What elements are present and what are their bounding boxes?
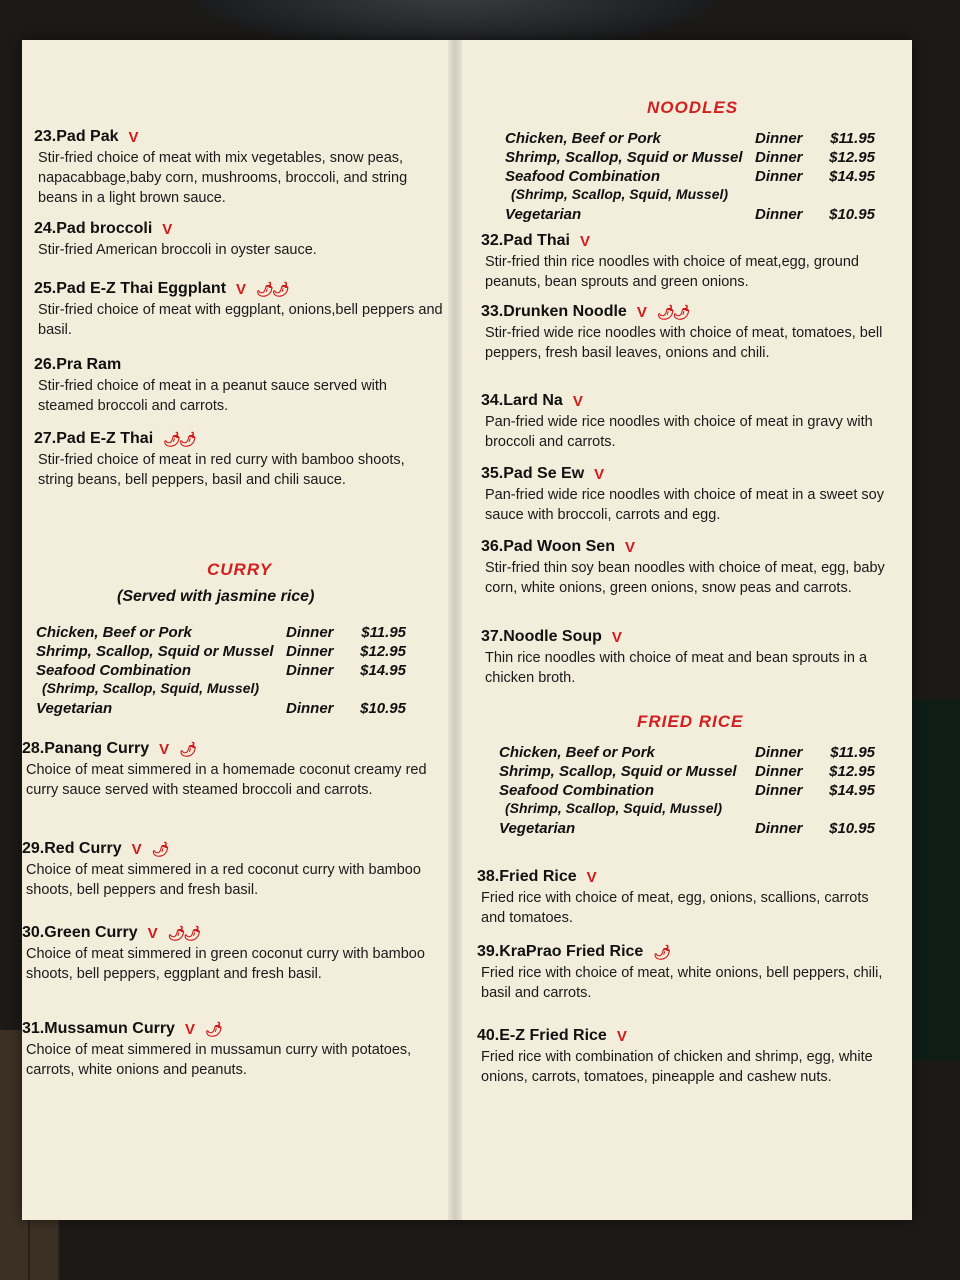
price-meal: Dinner — [755, 782, 803, 799]
item-number: 32. — [481, 232, 504, 249]
price-option: Chicken, Beef or Pork — [499, 744, 655, 761]
item-header — [34, 128, 444, 146]
item-header — [477, 1027, 892, 1045]
price-row — [36, 661, 406, 680]
price-value: $11.95 — [830, 744, 875, 761]
price-value: $12.95 — [829, 763, 875, 780]
price-option: Seafood Combination — [36, 662, 191, 679]
price-meal: Dinner — [755, 168, 803, 185]
item-description: Choice of meat simmered in a homemade coconut creamy red curry sauce served with steamed broccoli and carrots. — [26, 762, 427, 798]
item-name: Pad Woon Sen — [503, 538, 615, 555]
item-header — [34, 430, 444, 448]
chili-icon: 🌶 — [179, 740, 195, 757]
chili-icon: 🌶 — [151, 840, 168, 857]
price-value: $14.95 — [829, 782, 875, 799]
item-description: Choice of meat simmered in mussamun curry with potatoes, carrots, white onions and peanuts. — [26, 1042, 412, 1078]
vegetarian-icon: V — [236, 280, 247, 298]
curry-subtitle: (Served with jasmine rice) — [117, 588, 315, 605]
item-header — [481, 392, 891, 410]
item-name: Pad E-Z Thai — [56, 430, 154, 447]
item-title — [481, 465, 584, 483]
price-meal: Dinner — [286, 643, 334, 660]
item-description: Stir-fried choice of meat in a peanut sauce served with steamed broccoli and carrots. — [38, 378, 387, 414]
section-title-noodles: NOODLES — [647, 98, 739, 117]
price-row — [36, 699, 406, 718]
item-header — [22, 740, 442, 758]
item-header — [481, 628, 891, 646]
price-value: $14.95 — [360, 662, 406, 679]
item-name: Mussamun Curry — [44, 1020, 175, 1037]
menu-item — [22, 740, 442, 800]
item-title — [477, 868, 577, 886]
vegetarian-icon: V — [594, 465, 605, 483]
item-number: 27. — [34, 430, 57, 447]
item-number: 24. — [34, 220, 57, 237]
chili-icon: 🌶 — [204, 1020, 221, 1037]
vegetarian-icon: V — [579, 232, 590, 250]
item-header — [22, 924, 442, 942]
item-description: Stir-fried American broccoli in oyster sauce. — [38, 242, 317, 258]
price-meal: Dinner — [755, 820, 803, 837]
price-row — [499, 743, 875, 762]
item-number: 25. — [34, 280, 57, 297]
item-number: 26. — [34, 356, 57, 373]
item-name: Noodle Soup — [503, 628, 602, 645]
item-number: 40. — [477, 1027, 500, 1044]
vegetarian-icon: V — [184, 1020, 195, 1038]
item-title — [481, 303, 627, 321]
price-meal: Dinner — [755, 130, 803, 147]
price-option: Chicken, Beef or Pork — [36, 624, 192, 641]
price-option: Seafood Combination — [499, 782, 654, 799]
price-row — [505, 205, 875, 224]
item-title — [477, 943, 643, 961]
item-title — [22, 1020, 175, 1038]
price-meal: Dinner — [755, 744, 803, 761]
item-name: Panang Curry — [44, 740, 150, 757]
item-description: Stir-fried thin rice noodles with choice of meat,egg, ground peanuts, bean sprouts and green onions. — [485, 254, 859, 290]
item-header — [34, 280, 444, 298]
menu-item — [481, 232, 891, 292]
vegetarian-icon: V — [572, 392, 583, 410]
price-meal: Dinner — [755, 763, 803, 780]
vegetarian-icon: V — [162, 220, 173, 238]
item-title — [481, 538, 615, 556]
item-number: 39. — [477, 943, 500, 960]
menu-item — [481, 303, 891, 363]
menu-item — [34, 430, 444, 490]
price-table — [505, 129, 875, 224]
menu-page — [22, 40, 912, 1220]
item-title — [477, 1027, 607, 1045]
item-name: Lard Na — [503, 392, 563, 409]
item-header — [34, 220, 444, 238]
vegetarian-icon: V — [624, 538, 635, 556]
item-description: Choice of meat simmered in a red coconut curry with bamboo shoots, bell peppers and fresh basil. — [26, 862, 421, 898]
item-description: Stir-fried thin soy bean noodles with choice of meat, egg, baby corn, white onions, green onions, snow peas and carrots. — [485, 560, 885, 596]
price-row — [505, 167, 875, 186]
item-description: Fried rice with choice of meat, white onions, bell peppers, chili, basil and carrots. — [481, 965, 883, 1001]
price-value: $10.95 — [829, 820, 875, 837]
item-name: E-Z Fried Rice — [499, 1027, 607, 1044]
item-name: Pad Pak — [56, 128, 119, 145]
item-description: Pan-fried wide rice noodles with choice of meat in gravy with broccoli and carrots. — [485, 414, 873, 450]
vegetarian-icon: V — [636, 303, 647, 321]
item-number: 34. — [481, 392, 504, 409]
price-note: (Shrimp, Scallop, Squid, Mussel) — [42, 680, 260, 696]
item-name: Fried Rice — [499, 868, 577, 885]
item-description: Thin rice noodles with choice of meat and bean sprouts in a chicken broth. — [485, 650, 868, 686]
chili-icon: 🌶🌶 — [167, 924, 200, 941]
item-number: 30. — [22, 924, 45, 941]
chili-icon: 🌶 — [653, 943, 670, 960]
vegetarian-icon: V — [131, 840, 142, 858]
item-title — [22, 740, 149, 758]
menu-item — [34, 128, 444, 208]
price-option: Shrimp, Scallop, Squid or Mussel — [505, 149, 743, 166]
item-description: Stir-fried choice of meat with eggplant, onions,bell peppers and basil. — [38, 302, 443, 338]
price-meal: Dinner — [286, 662, 334, 679]
section-title-curry: CURRY — [207, 560, 273, 579]
menu-item — [34, 220, 444, 260]
item-header — [481, 538, 891, 556]
menu-item — [22, 924, 442, 984]
price-row — [505, 129, 875, 148]
price-row — [505, 148, 875, 167]
item-title — [22, 840, 122, 858]
item-name: Pad broccoli — [56, 220, 153, 237]
menu-item — [22, 840, 442, 900]
chili-icon: 🌶🌶 — [656, 303, 689, 320]
price-table — [499, 743, 875, 838]
price-value: $12.95 — [360, 643, 406, 660]
price-meal: Dinner — [755, 206, 803, 223]
chili-icon: 🌶🌶 — [163, 430, 195, 447]
price-option: Seafood Combination — [505, 168, 660, 185]
item-description: Fried rice with choice of meat, egg, onions, scallions, carrots and tomatoes. — [481, 890, 869, 926]
price-note: (Shrimp, Scallop, Squid, Mussel) — [505, 800, 723, 816]
price-row — [36, 642, 406, 661]
price-option: Vegetarian — [505, 206, 582, 223]
item-description: Pan-fried wide rice noodles with choice of meat in a sweet soy sauce with broccoli, carrots and egg. — [485, 487, 884, 523]
price-option: Vegetarian — [36, 700, 113, 717]
page-fold — [448, 40, 462, 1220]
item-header — [34, 356, 444, 374]
menu-item — [481, 538, 891, 598]
menu-item — [22, 1020, 442, 1080]
price-row — [499, 781, 875, 800]
price-note: (Shrimp, Scallop, Squid, Mussel) — [511, 186, 729, 202]
vegetarian-icon: V — [128, 128, 139, 146]
menu-item — [477, 1027, 892, 1087]
item-number: 28. — [22, 740, 45, 757]
menu-item — [481, 465, 891, 525]
price-option: Shrimp, Scallop, Squid or Mussel — [499, 763, 737, 780]
item-number: 33. — [481, 303, 504, 320]
item-number: 38. — [477, 868, 500, 885]
price-value: $10.95 — [829, 206, 875, 223]
price-value: $11.95 — [830, 130, 875, 147]
vegetarian-icon: V — [616, 1027, 627, 1045]
vegetarian-icon: V — [586, 868, 597, 886]
vegetarian-icon: V — [159, 740, 170, 758]
item-title — [34, 128, 119, 146]
item-title — [481, 392, 563, 410]
item-number: 29. — [22, 840, 45, 857]
price-row — [499, 762, 875, 781]
menu-item — [34, 280, 444, 340]
item-number: 37. — [481, 628, 504, 645]
item-header — [481, 232, 891, 250]
item-description: Stir-fried wide rice noodles with choice of meat, tomatoes, bell peppers, fresh basil leaves, onions and chili. — [485, 325, 883, 361]
price-option: Shrimp, Scallop, Squid or Mussel — [36, 643, 274, 660]
item-name: Red Curry — [44, 840, 122, 857]
price-option: Chicken, Beef or Pork — [505, 130, 661, 147]
price-option: Vegetarian — [499, 820, 576, 837]
item-header — [22, 840, 442, 858]
price-meal: Dinner — [286, 700, 334, 717]
item-header — [481, 303, 891, 321]
item-name: Pad Se Ew — [503, 465, 585, 482]
price-row — [36, 623, 406, 642]
item-description: Choice of meat simmered in green coconut curry with bamboo shoots, bell peppers, eggplant and fresh basil. — [26, 946, 425, 982]
price-value: $10.95 — [360, 700, 406, 717]
item-header — [477, 943, 892, 961]
price-row — [499, 819, 875, 838]
price-value: $11.95 — [361, 624, 406, 641]
menu-item — [477, 868, 892, 928]
price-meal: Dinner — [755, 149, 803, 166]
menu-item — [481, 392, 891, 452]
chili-icon: 🌶🌶 — [256, 280, 288, 297]
item-name: Pad E-Z Thai Eggplant — [56, 280, 227, 297]
item-name: KraPrao Fried Rice — [499, 943, 644, 960]
item-number: 31. — [22, 1020, 45, 1037]
item-title — [34, 356, 121, 374]
item-description: Fried rice with combination of chicken and shrimp, egg, white onions, carrots, tomatoes, pineapple and cashew nuts. — [481, 1049, 873, 1085]
price-value: $12.95 — [829, 149, 875, 166]
menu-item — [34, 356, 444, 416]
item-name: Green Curry — [44, 924, 138, 941]
item-description: Stir-fried choice of meat with mix vegetables, snow peas, napacabbage,baby corn, mushrooms, broccoli, and string beans in a light brown sauce. — [38, 150, 408, 206]
item-title — [34, 280, 226, 298]
price-meal: Dinner — [286, 624, 334, 641]
section-title-fried-rice: FRIED RICE — [637, 712, 744, 731]
menu-item — [477, 943, 892, 1003]
item-title — [481, 232, 570, 250]
item-number: 35. — [481, 465, 504, 482]
item-description: Stir-fried choice of meat in red curry with bamboo shoots, string beans, bell peppers, basil and chili sauce. — [38, 452, 405, 488]
menu-item — [481, 628, 891, 688]
vegetarian-icon: V — [147, 924, 158, 942]
item-name: Pad Thai — [503, 232, 570, 249]
vegetarian-icon: V — [611, 628, 622, 646]
item-title — [22, 924, 138, 942]
item-title — [34, 220, 152, 238]
item-header — [481, 465, 891, 483]
item-header — [22, 1020, 442, 1038]
item-number: 23. — [34, 128, 57, 145]
item-title — [481, 628, 602, 646]
item-name: Drunken Noodle — [503, 303, 627, 320]
item-title — [34, 430, 153, 448]
price-table — [36, 623, 406, 718]
item-name: Pra Ram — [56, 356, 122, 373]
price-value: $14.95 — [829, 168, 875, 185]
item-number: 36. — [481, 538, 504, 555]
item-header — [477, 868, 892, 886]
